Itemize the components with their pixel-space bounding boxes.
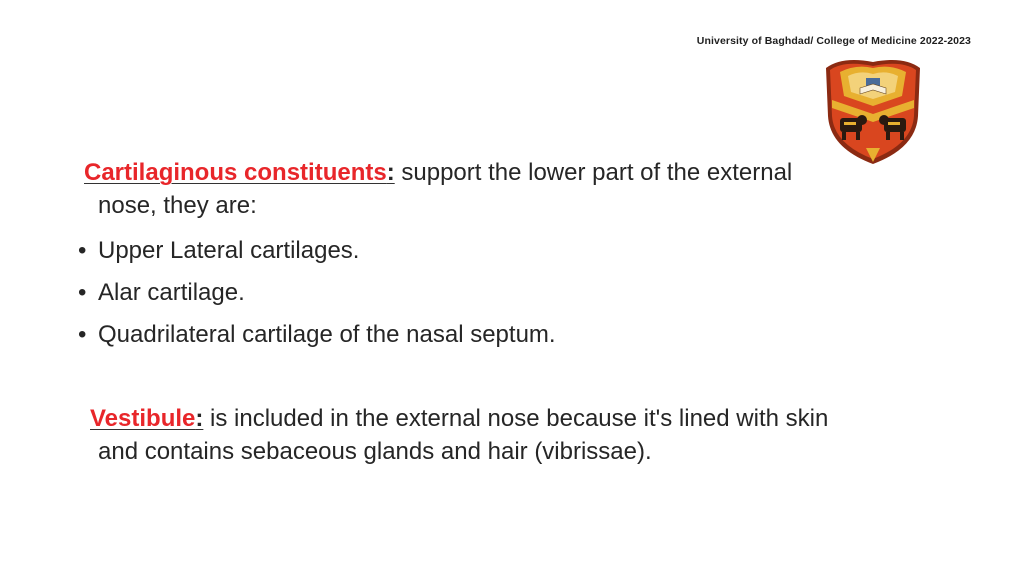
cartilaginous-text-line1: support the lower part of the external — [394, 159, 793, 186]
list-item — [78, 272, 556, 314]
cartilaginous-paragraph — [78, 156, 792, 222]
list-item-text: Upper Lateral cartilages. — [98, 237, 360, 264]
vestibule-paragraph — [78, 402, 828, 468]
vestibule-text-line1: is included in the external nose because it's lined with skin — [203, 405, 829, 432]
list-item — [78, 314, 556, 356]
cartilaginous-term-wrap — [78, 159, 395, 186]
university-crest-icon — [822, 56, 924, 166]
cartilaginous-colon: : — [386, 159, 395, 186]
vestibule-term-wrap — [78, 405, 203, 432]
vestibule-text-line2: and contains sebaceous glands and hair (vibrissae). — [98, 438, 652, 465]
institution-header: University of Baghdad/ College of Medicine 2022-2023 — [696, 35, 971, 47]
bullet-icon: • — [78, 279, 87, 306]
vestibule-colon: : — [195, 405, 204, 432]
list-item-text: Quadrilateral cartilage of the nasal septum. — [98, 321, 556, 348]
vestibule-term: Vestibule — [90, 405, 196, 432]
bullet-icon: • — [78, 237, 87, 264]
list-item — [78, 230, 556, 272]
cartilaginous-term: Cartilaginous constituents — [84, 159, 387, 186]
cartilage-list — [78, 230, 556, 356]
cartilaginous-text-line2: nose, they are: — [98, 192, 257, 219]
list-item-text: Alar cartilage. — [98, 279, 245, 306]
bullet-icon: • — [78, 321, 87, 348]
